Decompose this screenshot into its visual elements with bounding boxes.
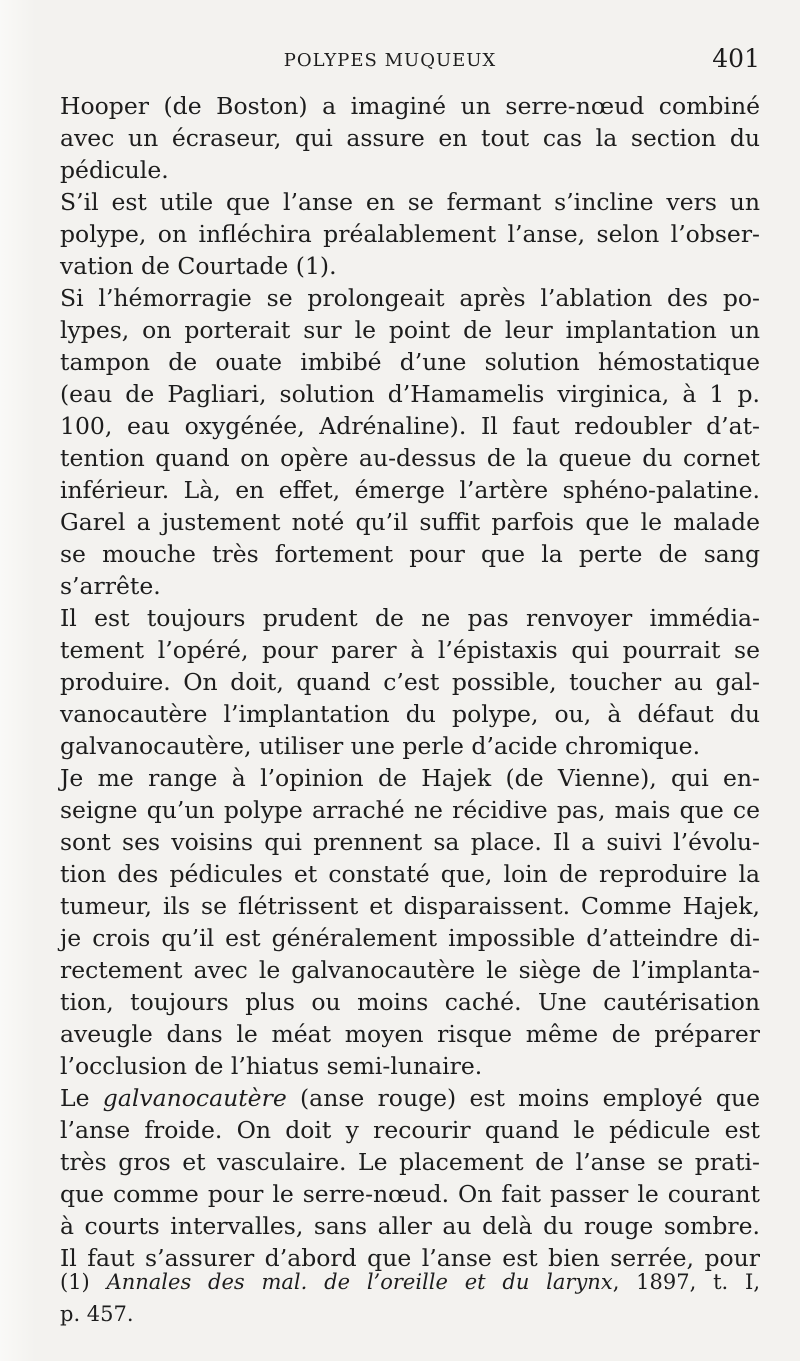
text-line: se mouche très fortement pour que la perte de sang	[60, 540, 760, 568]
page-number: 401	[712, 44, 760, 73]
text-line: que comme pour le serre-nœud. On fait passer le courant	[60, 1180, 760, 1208]
footnote-details: , 1897, t. I,	[612, 1270, 761, 1294]
footnote-line	[60, 1266, 760, 1298]
text-line: tumeur, ils se flétrissent et disparaissent. Comme Hajek,	[60, 892, 760, 920]
text-line: avec un écraseur, qui assure en tout cas la section du	[60, 124, 760, 152]
text-line: galvanocautère, utiliser une perle d’acide chromique.	[60, 732, 701, 760]
text-line: vanocautère l’implantation du polype, ou, à défaut du	[60, 700, 760, 728]
text-line: tention quand on opère au-dessus de la queue du cornet	[60, 444, 760, 472]
footnote-line: p. 457.	[60, 1302, 134, 1326]
body-text	[60, 90, 760, 1274]
running-head	[60, 44, 760, 80]
text-line: tion des pédicules et constaté que, loin de reproduire la	[60, 860, 760, 888]
text-line: produire. On doit, quand c’est possible, toucher au gal-	[60, 668, 760, 696]
text-line: s’arrête.	[60, 572, 161, 600]
text-line: seigne qu’un polype arraché ne récidive pas, mais que ce	[60, 796, 760, 824]
text-line: tampon de ouate imbibé d’une solution hémostatique	[60, 348, 760, 376]
text-line: très gros et vasculaire. Le placement de l’anse se prati-	[60, 1148, 760, 1176]
paragraph-prefix: Le	[60, 1084, 103, 1112]
paragraph-continuation: (anse rouge) est moins employé que	[286, 1084, 761, 1112]
footnote-source: Annales des mal. de l’oreille et du larynx	[106, 1270, 613, 1294]
text-line: Garel a justement noté qu’il suffit parfois que le malade	[60, 508, 760, 536]
text-line: aveugle dans le méat moyen risque même de préparer	[60, 1020, 760, 1048]
text-line: lypes, on porterait sur le point de leur implantation un	[60, 316, 760, 344]
text-line: tion, toujours plus ou moins caché. Une cautérisation	[60, 988, 760, 1016]
text-line: Il est toujours prudent de ne pas renvoyer immédia-	[60, 604, 760, 632]
footnote	[60, 1266, 760, 1330]
text-line: 100, eau oxygénée, Adrénaline). Il faut redoubler d’at-	[60, 412, 760, 440]
text-line: à courts intervalles, sans aller au delà du rouge sombre.	[60, 1212, 760, 1240]
text-line: l’occlusion de l’hiatus semi-lunaire.	[60, 1052, 483, 1080]
text-line: Hooper (de Boston) a imaginé un serre-nœud combiné	[60, 92, 760, 120]
text-line: je crois qu’il est généralement impossible d’atteindre di-	[60, 924, 760, 952]
italic-term: galvanocautère	[102, 1084, 287, 1112]
text-line: Il faut s’assurer d’abord que l’anse est bien serrée, pour	[60, 1244, 760, 1272]
text-line: inférieur. Là, en effet, émerge l’artère sphéno-palatine.	[60, 476, 760, 504]
text-line: Je me range à l’opinion de Hajek (de Vienne), qui en-	[60, 764, 760, 792]
text-line: pédicule.	[60, 156, 169, 184]
running-title: POLYPES MUQUEUX	[283, 50, 497, 71]
text-line: Si l’hémorragie se prolongeait après l’ablation des po-	[60, 284, 760, 312]
text-line: S’il est utile que l’anse en se fermant s’incline vers un	[60, 188, 760, 216]
text-line: vation de Courtade (1).	[60, 252, 337, 280]
text-line-galvanocautere	[60, 1082, 760, 1114]
text-line: rectement avec le galvanocautère le siège de l’implanta-	[60, 956, 760, 984]
text-line: l’anse froide. On doit y recourir quand le pédicule est	[60, 1116, 760, 1144]
footnote-marker: (1)	[60, 1270, 107, 1294]
text-line: sont ses voisins qui prennent sa place. Il a suivi l’évolu-	[60, 828, 760, 856]
text-line: polype, on infléchira préalablement l’anse, selon l’obser-	[60, 220, 760, 248]
text-line: (eau de Pagliari, solution d’Hamamelis virginica, à 1 p.	[60, 380, 760, 408]
text-line: tement l’opéré, pour parer à l’épistaxis qui pourrait se	[60, 636, 760, 664]
